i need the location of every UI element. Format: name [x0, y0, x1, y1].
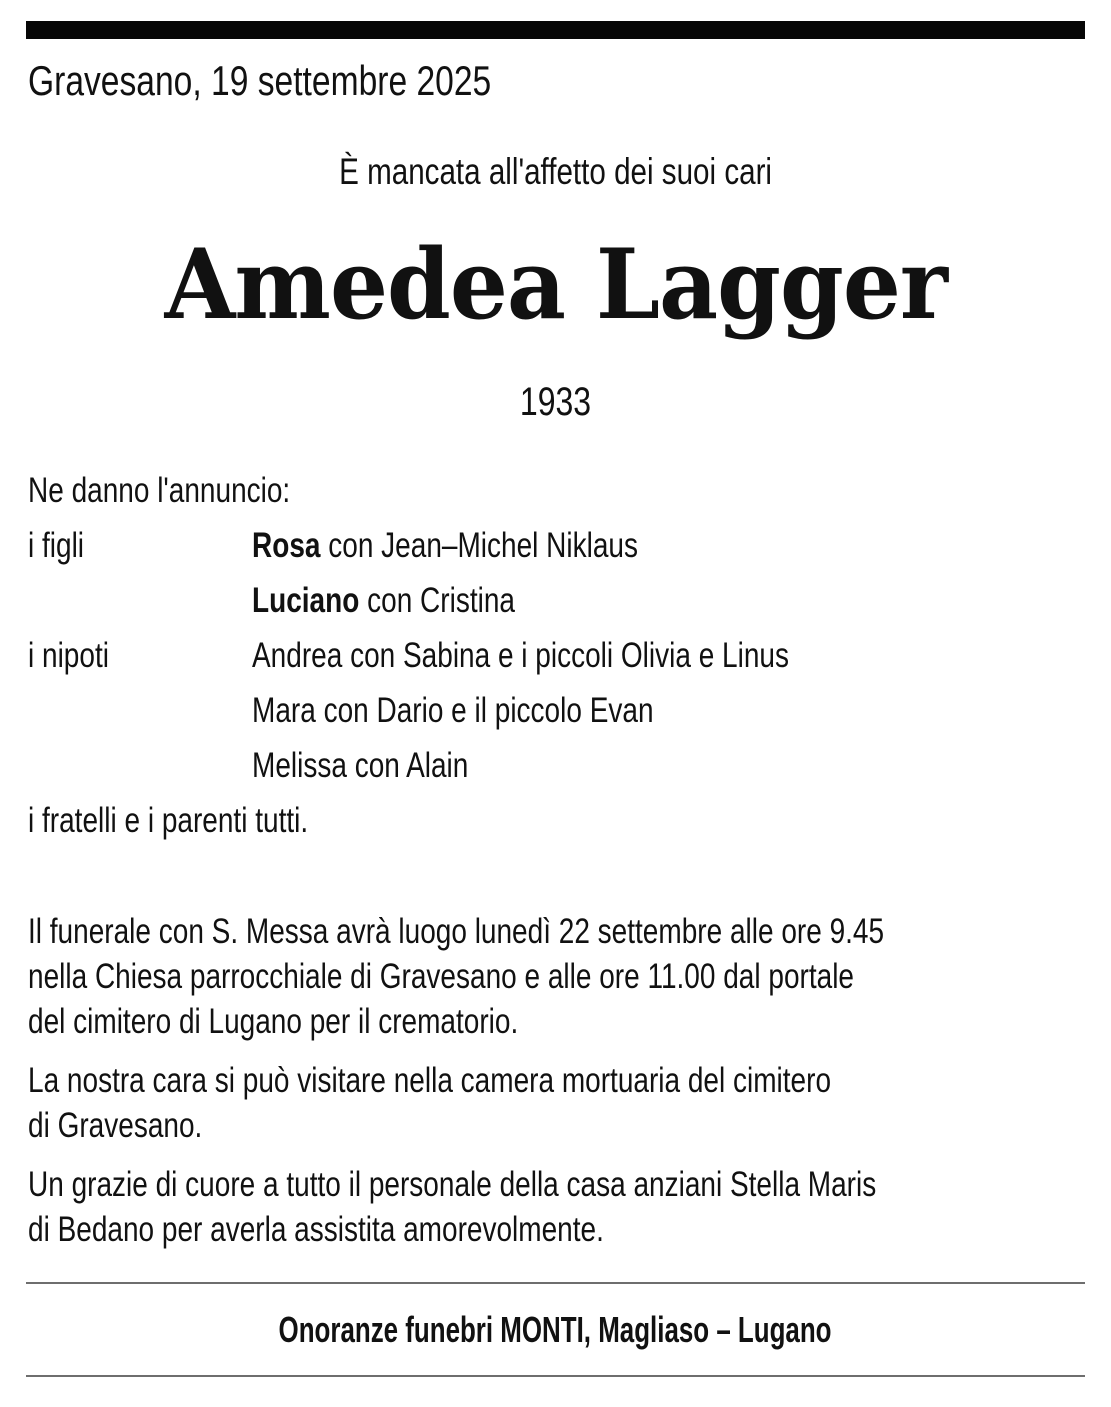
funeral-home-name [0, 1305, 1111, 1355]
relation-label: i figli [28, 526, 85, 565]
announcement-row [28, 683, 1083, 738]
relative-names [252, 518, 1083, 573]
body-line: La nostra cara si può visitare nella camera mortuaria del cimitero [28, 1061, 832, 1100]
announcement-row [28, 573, 1083, 628]
relative-names [252, 573, 1083, 628]
footer-rule-top [26, 1282, 1085, 1284]
funeral-home-text: Onoranze funebri MONTI, Magliaso – Lugano [278, 1309, 832, 1350]
relative-rest: con Cristina [359, 581, 515, 620]
relative-rest: con Jean–Michel Niklaus [320, 526, 638, 565]
relative-names [252, 628, 1083, 683]
dateline-text: Gravesano, 19 settembre 2025 [28, 57, 492, 104]
relative-first-name: Rosa [252, 526, 321, 565]
deceased-name-text: Amedea Lagger [164, 228, 947, 341]
body-line: del cimitero di Lugano per il crematorio. [28, 1002, 519, 1041]
announcement-lead [28, 463, 1083, 518]
body-line: nella Chiesa parrocchiale di Gravesano e alle ore 11.00 dal portale [28, 957, 854, 996]
body-line: Il funerale con S. Messa avrà luogo lunedì 22 settembre alle ore 9.45 [28, 912, 885, 951]
birth-year [0, 381, 1111, 423]
relative-rest: Mara con Dario e il piccolo Evan [252, 691, 654, 730]
body-line: Un grazie di cuore a tutto il personale della casa anziani Stella Maris [28, 1165, 877, 1204]
announcement-section [0, 463, 1111, 848]
dateline [28, 57, 1083, 105]
relative-names [252, 683, 1083, 738]
intro-line [0, 152, 1111, 192]
announcement-row [28, 628, 1083, 683]
body-line: di Gravesano. [28, 1106, 203, 1145]
relative-rest: Melissa con Alain [252, 746, 469, 785]
deceased-name [0, 228, 1111, 341]
funeral-paragraph [0, 909, 1111, 1044]
footer-rule-bottom [26, 1375, 1085, 1377]
body-line: di Bedano per averla assistita amorevolmente. [28, 1210, 604, 1249]
intro-text: È mancata all'affetto dei suoi cari [339, 151, 772, 192]
top-black-bar [26, 21, 1085, 39]
relative-first-name: Luciano [252, 581, 360, 620]
relation-label [28, 738, 252, 793]
announcement-lead-text: Ne danno l'annuncio: [28, 471, 291, 510]
announcement-row [28, 738, 1083, 793]
announcement-row [28, 518, 1083, 573]
birth-year-text: 1933 [519, 380, 592, 424]
relation-label [28, 683, 252, 738]
relative-names [252, 738, 1083, 793]
announcement-closing-text: i fratelli e i parenti tutti. [28, 801, 309, 840]
relation-label [28, 573, 252, 628]
thanks-paragraph [0, 1162, 1111, 1252]
relative-rest: Andrea con Sabina e i piccoli Olivia e Linus [252, 636, 789, 675]
visitation-paragraph [0, 1058, 1111, 1148]
announcement-closing [28, 793, 1083, 848]
relation-label: i nipoti [28, 636, 109, 675]
